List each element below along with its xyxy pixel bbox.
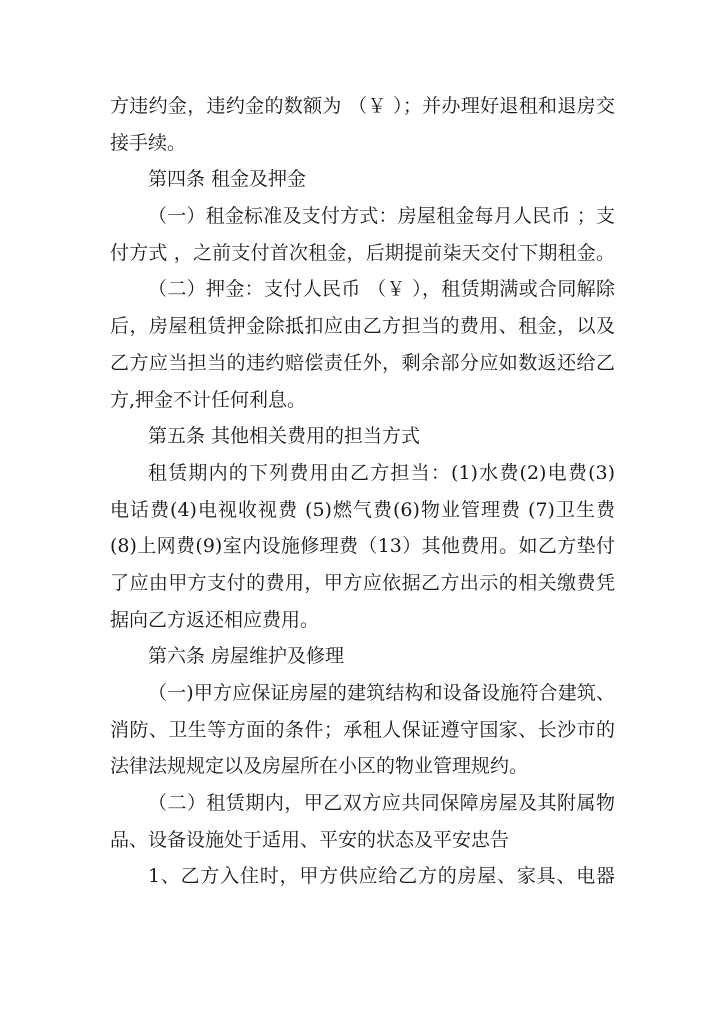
paragraph-line: 法律法规规定以及房屋所在小区的物业管理规约。 <box>110 755 529 778</box>
section-heading: 第五条 其他相关费用的担当方式 <box>148 425 421 448</box>
section-heading: 第六条 房屋维护及修理 <box>148 645 345 668</box>
paragraph-line: 乙方应当担当的违约赔偿责任外，剩余部分应如数返还给乙 <box>110 351 615 374</box>
paragraph-line: 电话费(4)电视收视费 (5)燃气费(6)物业管理费 (7)卫生费 <box>110 498 615 521</box>
paragraph-line: （一)甲方应保证房屋的建筑结构和设备设施符合建筑、 <box>148 682 615 704</box>
paragraph-line: （二）押金：支付人民币 （￥ ），租赁期满或合同解除 <box>148 278 615 301</box>
paragraph-line: 消防、卫生等方面的条件；承租人保证遵守国家、长沙市的 <box>110 718 615 741</box>
paragraph-line: （二）租赁期内，甲乙双方应共同保障房屋及其附属物 <box>148 792 615 815</box>
document-body <box>110 88 615 895</box>
paragraph-line: 方,押金不计任何利息。 <box>110 388 307 411</box>
paragraph-line: 付方式 ，之前支付首次租金，后期提前柒天交付下期租金。 <box>110 241 615 264</box>
paragraph-line: 品、设备设施处于适用、平安的状态及平安忠告 <box>110 828 510 851</box>
paragraph-line: 后，房屋租赁押金除抵扣应由乙方担当的费用、租金，以及 <box>110 315 615 338</box>
paragraph-line: 方违约金，违约金的数额为 （￥ ）；并办理好退租和退房交 <box>110 95 615 117</box>
paragraph-line: 了应由甲方支付的费用，甲方应依据乙方出示的相关缴费凭 <box>110 571 615 594</box>
section-heading: 第四条 租金及押金 <box>148 168 307 191</box>
paragraph-line: 据向乙方返还相应费用。 <box>110 608 320 631</box>
paragraph-line: (8)上网费(9)室内设施修理费（13）其他费用。如乙方垫付 <box>110 535 615 558</box>
paragraph-line: 接手续。 <box>110 131 187 154</box>
paragraph-line: 租赁期内的下列费用由乙方担当：(1)水费(2)电费(3) <box>148 461 615 484</box>
paragraph-line: 1、乙方入住时，甲方供应给乙方的房屋、家具、电器 <box>148 865 615 888</box>
paragraph-line: （一）租金标准及支付方式：房屋租金每月人民币 ；支 <box>148 205 615 228</box>
